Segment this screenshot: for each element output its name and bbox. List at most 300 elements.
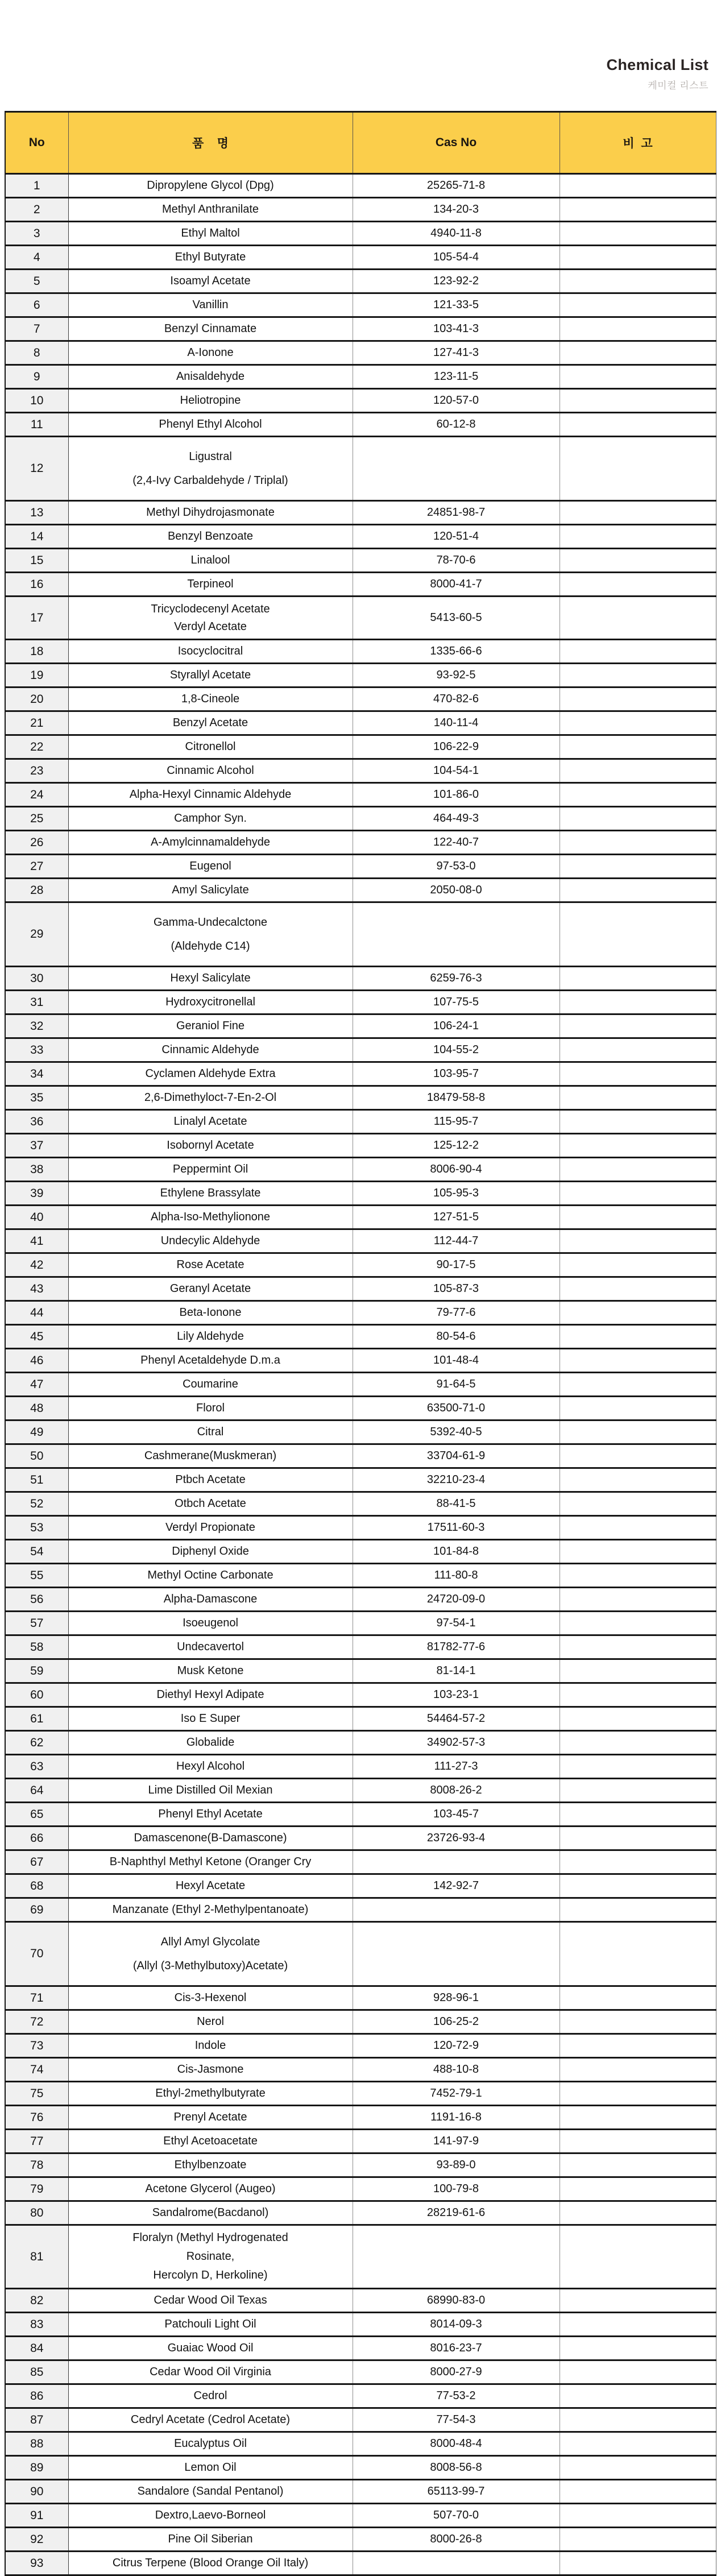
row-cas: 507-70-0	[353, 2504, 560, 2528]
row-name: 1,8-Cineole	[68, 688, 353, 711]
row-note	[560, 293, 716, 317]
row-name-line: Floralyn (Methyl Hydrogenated	[132, 2231, 288, 2244]
row-note	[560, 1182, 716, 1206]
row-name-line: (Aldehyde C14)	[171, 939, 250, 952]
row-name: Beta-Ionone	[68, 1301, 353, 1325]
row-no: 40	[5, 1206, 68, 1229]
row-name-line: Gamma-Undecalctone	[153, 916, 268, 929]
row-name: Ethyl Butyrate	[68, 246, 353, 270]
row-no: 92	[5, 2528, 68, 2552]
row-no: 57	[5, 1612, 68, 1635]
row-note	[560, 597, 716, 640]
table-row	[5, 1134, 716, 1158]
table-row	[5, 1803, 716, 1827]
row-no: 20	[5, 688, 68, 711]
table-row	[5, 2153, 716, 2177]
row-no: 79	[5, 2177, 68, 2201]
row-no: 66	[5, 1827, 68, 1850]
row-cas: 6259-76-3	[353, 967, 560, 991]
row-name-line: Verdyl Acetate	[174, 620, 247, 633]
row-cas	[353, 1850, 560, 1874]
row-name: Lime Distilled Oil Mexian	[68, 1779, 353, 1803]
table-row	[5, 1277, 716, 1301]
row-name: Benzyl Cinnamate	[68, 317, 353, 341]
row-name: Geraniol Fine	[68, 1014, 353, 1038]
row-name: Alpha-Iso-Methylionone	[68, 1206, 353, 1229]
row-cas: 8008-26-2	[353, 1779, 560, 1803]
row-no: 48	[5, 1397, 68, 1420]
table-row	[5, 1850, 716, 1874]
row-note	[560, 688, 716, 711]
row-name: Isocyclocitral	[68, 640, 353, 664]
row-name: Patchouli Light Oil	[68, 2313, 353, 2337]
row-no: 76	[5, 2106, 68, 2130]
row-no: 89	[5, 2456, 68, 2480]
row-name: Linalyl Acetate	[68, 1110, 353, 1134]
row-note	[560, 1588, 716, 1612]
table-row	[5, 2058, 716, 2082]
row-note	[560, 2432, 716, 2456]
row-name: Hexyl Alcohol	[68, 1755, 353, 1779]
row-no: 3	[5, 222, 68, 246]
row-name: Methyl Dihydrojasmonate	[68, 501, 353, 525]
row-note	[560, 317, 716, 341]
row-name: Phenyl Ethyl Acetate	[68, 1803, 353, 1827]
row-cas: 140-11-4	[353, 711, 560, 735]
table-row	[5, 2456, 716, 2480]
row-note	[560, 2408, 716, 2432]
row-note	[560, 2106, 716, 2130]
row-note	[560, 2384, 716, 2408]
row-cas	[353, 902, 560, 967]
row-note	[560, 1683, 716, 1707]
row-name: Sandalrome(Bacdanol)	[68, 2201, 353, 2225]
row-no: 9	[5, 365, 68, 389]
row-note	[560, 1373, 716, 1397]
table-row	[5, 413, 716, 437]
table-row	[5, 807, 716, 831]
row-note	[560, 1158, 716, 1182]
row-note	[560, 711, 716, 735]
table-row	[5, 1182, 716, 1206]
row-no: 54	[5, 1540, 68, 1564]
row-cas: 105-95-3	[353, 1182, 560, 1206]
row-note	[560, 1229, 716, 1253]
row-cas: 60-12-8	[353, 413, 560, 437]
row-cas: 104-54-1	[353, 759, 560, 783]
row-name-lines	[69, 450, 353, 487]
row-cas: 4940-11-8	[353, 222, 560, 246]
row-note	[560, 2177, 716, 2201]
row-name: Methyl Anthranilate	[68, 198, 353, 222]
row-name: Pine Oil Siberian	[68, 2528, 353, 2552]
table-row	[5, 1325, 716, 1349]
row-cas: 28219-61-6	[353, 2201, 560, 2225]
row-cas: 93-89-0	[353, 2153, 560, 2177]
row-name: Ethyl Acetoacetate	[68, 2130, 353, 2153]
row-no: 83	[5, 2313, 68, 2337]
row-note	[560, 1922, 716, 1986]
row-note	[560, 341, 716, 365]
row-name: Dipropylene Glycol (Dpg)	[68, 174, 353, 198]
row-no: 21	[5, 711, 68, 735]
row-name: Musk Ketone	[68, 1659, 353, 1683]
row-name: Cedryl Acetate (Cedrol Acetate)	[68, 2408, 353, 2432]
row-name: Citrus Terpene (Blood Orange Oil Italy)	[68, 2552, 353, 2575]
row-cas: 125-12-2	[353, 1134, 560, 1158]
row-note	[560, 1986, 716, 2010]
row-no: 74	[5, 2058, 68, 2082]
row-cas: 24720-09-0	[353, 1588, 560, 1612]
row-note	[560, 879, 716, 902]
row-no: 11	[5, 413, 68, 437]
row-cas: 106-25-2	[353, 2010, 560, 2034]
row-name: Lemon Oil	[68, 2456, 353, 2480]
row-cas: 77-53-2	[353, 2384, 560, 2408]
row-name: B-Naphthyl Methyl Ketone (Oranger Cry	[68, 1850, 353, 1874]
row-cas: 97-53-0	[353, 855, 560, 879]
row-cas: 120-72-9	[353, 2034, 560, 2058]
row-note	[560, 2058, 716, 2082]
row-name: Guaiac Wood Oil	[68, 2337, 353, 2360]
row-cas: 5413-60-5	[353, 597, 560, 640]
table-row	[5, 1349, 716, 1373]
row-cas: 24851-98-7	[353, 501, 560, 525]
row-name: Cinnamic Aldehyde	[68, 1038, 353, 1062]
table-row	[5, 1301, 716, 1325]
row-cas: 88-41-5	[353, 1492, 560, 1516]
row-cas: 142-92-7	[353, 1874, 560, 1898]
table-row	[5, 389, 716, 413]
row-cas: 120-57-0	[353, 389, 560, 413]
row-cas: 18479-58-8	[353, 1086, 560, 1110]
row-no: 86	[5, 2384, 68, 2408]
row-note	[560, 2456, 716, 2480]
row-no: 65	[5, 1803, 68, 1827]
row-cas: 8014-09-3	[353, 2313, 560, 2337]
row-no: 2	[5, 198, 68, 222]
row-no: 30	[5, 967, 68, 991]
row-no: 43	[5, 1277, 68, 1301]
row-no: 53	[5, 1516, 68, 1540]
row-note	[560, 831, 716, 855]
row-note	[560, 1898, 716, 1922]
table-row	[5, 2408, 716, 2432]
row-name: Isoeugenol	[68, 1612, 353, 1635]
row-note	[560, 198, 716, 222]
row-name: Peppermint Oil	[68, 1158, 353, 1182]
row-no: 88	[5, 2432, 68, 2456]
row-no: 64	[5, 1779, 68, 1803]
row-no: 37	[5, 1134, 68, 1158]
table-row	[5, 1229, 716, 1253]
row-no: 31	[5, 991, 68, 1014]
table-row	[5, 1062, 716, 1086]
row-name: Hexyl Salicylate	[68, 967, 353, 991]
table-row	[5, 640, 716, 664]
row-name: Damascenone(B-Damascone)	[68, 1827, 353, 1850]
table-row	[5, 2384, 716, 2408]
header-row	[5, 112, 716, 174]
row-name: Camphor Syn.	[68, 807, 353, 831]
row-no: 46	[5, 1349, 68, 1373]
row-name: Citral	[68, 1420, 353, 1444]
table-row	[5, 967, 716, 991]
table-row	[5, 2552, 716, 2575]
row-cas	[353, 2552, 560, 2575]
table-row	[5, 597, 716, 640]
row-name: Ethyl-2methylbutyrate	[68, 2082, 353, 2106]
row-no: 91	[5, 2504, 68, 2528]
row-note	[560, 1707, 716, 1731]
table-row	[5, 1420, 716, 1444]
row-cas: 134-20-3	[353, 198, 560, 222]
row-name: Hexyl Acetate	[68, 1874, 353, 1898]
row-name: Globalide	[68, 1731, 353, 1755]
row-name-line: Allyl Amyl Glycolate	[160, 1935, 260, 1948]
header-block	[5, 0, 715, 92]
row-name: Ethyl Maltol	[68, 222, 353, 246]
row-no: 44	[5, 1301, 68, 1325]
table-row	[5, 2010, 716, 2034]
row-no: 28	[5, 879, 68, 902]
row-cas: 8000-41-7	[353, 573, 560, 597]
row-name: Indole	[68, 2034, 353, 2058]
table-row	[5, 735, 716, 759]
table-row	[5, 2313, 716, 2337]
table-header	[5, 112, 716, 174]
row-cas: 106-22-9	[353, 735, 560, 759]
row-name	[68, 2225, 353, 2289]
row-note	[560, 246, 716, 270]
row-cas: 77-54-3	[353, 2408, 560, 2432]
row-name-lines	[69, 2231, 353, 2282]
row-note	[560, 222, 716, 246]
row-name: Cis-3-Hexenol	[68, 1986, 353, 2010]
table-row	[5, 2432, 716, 2456]
row-cas: 8008-56-8	[353, 2456, 560, 2480]
row-no: 13	[5, 501, 68, 525]
row-no: 38	[5, 1158, 68, 1182]
row-name-line: Hercolyn D, Herkoline)	[153, 2269, 268, 2282]
row-no: 24	[5, 783, 68, 807]
row-no: 52	[5, 1492, 68, 1516]
row-cas: 97-54-1	[353, 1612, 560, 1635]
table-row	[5, 711, 716, 735]
row-no: 73	[5, 2034, 68, 2058]
row-no: 16	[5, 573, 68, 597]
row-name: Undecavertol	[68, 1635, 353, 1659]
row-name: Ptbch Acetate	[68, 1468, 353, 1492]
row-no: 87	[5, 2408, 68, 2432]
row-note	[560, 783, 716, 807]
row-no: 77	[5, 2130, 68, 2153]
row-cas: 488-10-8	[353, 2058, 560, 2082]
row-no: 12	[5, 437, 68, 501]
row-cas: 111-80-8	[353, 1564, 560, 1588]
row-note	[560, 2201, 716, 2225]
row-no: 45	[5, 1325, 68, 1349]
table-row	[5, 365, 716, 389]
row-no: 61	[5, 1707, 68, 1731]
table-row	[5, 573, 716, 597]
row-no: 35	[5, 1086, 68, 1110]
row-name: Diphenyl Oxide	[68, 1540, 353, 1564]
row-note	[560, 1779, 716, 1803]
row-no: 60	[5, 1683, 68, 1707]
row-no: 36	[5, 1110, 68, 1134]
row-note	[560, 1062, 716, 1086]
row-no: 42	[5, 1253, 68, 1277]
row-cas: 103-45-7	[353, 1803, 560, 1827]
table-row	[5, 198, 716, 222]
row-name: Cedrol	[68, 2384, 353, 2408]
row-name-lines	[69, 1936, 353, 1973]
row-note	[560, 2082, 716, 2106]
row-no: 22	[5, 735, 68, 759]
table-row	[5, 2034, 716, 2058]
row-name: Isoamyl Acetate	[68, 270, 353, 293]
row-note	[560, 1420, 716, 1444]
row-cas: 81782-77-6	[353, 1635, 560, 1659]
table-row	[5, 2289, 716, 2313]
row-note	[560, 1827, 716, 1850]
row-name: Geranyl Acetate	[68, 1277, 353, 1301]
row-note	[560, 525, 716, 549]
row-cas: 23726-93-4	[353, 1827, 560, 1850]
row-name: Cashmerane(Muskmeran)	[68, 1444, 353, 1468]
row-note	[560, 1349, 716, 1373]
row-note	[560, 735, 716, 759]
row-no: 49	[5, 1420, 68, 1444]
table-row	[5, 1564, 716, 1588]
row-cas: 103-41-3	[353, 317, 560, 341]
row-no: 84	[5, 2337, 68, 2360]
row-note	[560, 2480, 716, 2504]
row-name: Dextro,Laevo-Borneol	[68, 2504, 353, 2528]
table-row	[5, 246, 716, 270]
row-cas: 54464-57-2	[353, 1707, 560, 1731]
table-row	[5, 855, 716, 879]
row-name: A-Amylcinnamaldehyde	[68, 831, 353, 855]
row-cas: 80-54-6	[353, 1325, 560, 1349]
row-no: 50	[5, 1444, 68, 1468]
row-name: Ethylbenzoate	[68, 2153, 353, 2177]
row-note	[560, 1564, 716, 1588]
row-note	[560, 365, 716, 389]
table-row	[5, 341, 716, 365]
row-name	[68, 597, 353, 640]
row-no: 4	[5, 246, 68, 270]
row-name: Coumarine	[68, 1373, 353, 1397]
row-cas: 101-86-0	[353, 783, 560, 807]
table-row	[5, 2360, 716, 2384]
table-row	[5, 1779, 716, 1803]
table-row	[5, 2480, 716, 2504]
row-no: 70	[5, 1922, 68, 1986]
row-note	[560, 1253, 716, 1277]
row-note	[560, 2528, 716, 2552]
row-no: 32	[5, 1014, 68, 1038]
row-note	[560, 549, 716, 573]
row-note	[560, 1635, 716, 1659]
page-title: Chemical List	[606, 56, 708, 73]
row-note	[560, 1468, 716, 1492]
row-no: 19	[5, 664, 68, 688]
row-no: 15	[5, 549, 68, 573]
row-no: 81	[5, 2225, 68, 2289]
row-name: 2,6-Dimethyloct-7-En-2-Ol	[68, 1086, 353, 1110]
row-note	[560, 1731, 716, 1755]
row-note	[560, 2504, 716, 2528]
row-cas: 81-14-1	[353, 1659, 560, 1683]
row-note	[560, 1325, 716, 1349]
table-row	[5, 783, 716, 807]
row-no: 78	[5, 2153, 68, 2177]
table-row	[5, 1397, 716, 1420]
row-name: Amyl Salicylate	[68, 879, 353, 902]
row-note	[560, 573, 716, 597]
row-name	[68, 437, 353, 501]
row-name: Nerol	[68, 2010, 353, 2034]
row-no: 72	[5, 2010, 68, 2034]
row-no: 85	[5, 2360, 68, 2384]
row-note	[560, 664, 716, 688]
row-name: Iso E Super	[68, 1707, 353, 1731]
table-body	[5, 174, 716, 2575]
row-no: 6	[5, 293, 68, 317]
row-cas: 123-92-2	[353, 270, 560, 293]
row-note	[560, 1014, 716, 1038]
row-cas	[353, 2225, 560, 2289]
row-note	[560, 2313, 716, 2337]
row-name: Benzyl Acetate	[68, 711, 353, 735]
row-note	[560, 1134, 716, 1158]
row-cas: 8006-90-4	[353, 1158, 560, 1182]
row-cas: 141-97-9	[353, 2130, 560, 2153]
row-name: Linalool	[68, 549, 353, 573]
row-cas: 464-49-3	[353, 807, 560, 831]
table-row	[5, 1731, 716, 1755]
row-no: 8	[5, 341, 68, 365]
row-no: 75	[5, 2082, 68, 2106]
row-note	[560, 2010, 716, 2034]
table-row	[5, 991, 716, 1014]
row-name: Cis-Jasmone	[68, 2058, 353, 2082]
row-no: 58	[5, 1635, 68, 1659]
row-cas: 101-48-4	[353, 1349, 560, 1373]
row-name: Benzyl Benzoate	[68, 525, 353, 549]
row-cas: 2050-08-0	[353, 879, 560, 902]
row-note	[560, 759, 716, 783]
row-note	[560, 2153, 716, 2177]
row-note	[560, 967, 716, 991]
row-no: 59	[5, 1659, 68, 1683]
row-note	[560, 1206, 716, 1229]
row-note	[560, 389, 716, 413]
row-name: Alpha-Hexyl Cinnamic Aldehyde	[68, 783, 353, 807]
row-note	[560, 437, 716, 501]
row-name: Cyclamen Aldehyde Extra	[68, 1062, 353, 1086]
row-name: Undecylic Aldehyde	[68, 1229, 353, 1253]
row-no: 71	[5, 1986, 68, 2010]
table-row	[5, 1898, 716, 1922]
row-name: Cedar Wood Oil Texas	[68, 2289, 353, 2313]
row-name: Hydroxycitronellal	[68, 991, 353, 1014]
row-note	[560, 1277, 716, 1301]
row-cas: 105-54-4	[353, 246, 560, 270]
row-no: 25	[5, 807, 68, 831]
